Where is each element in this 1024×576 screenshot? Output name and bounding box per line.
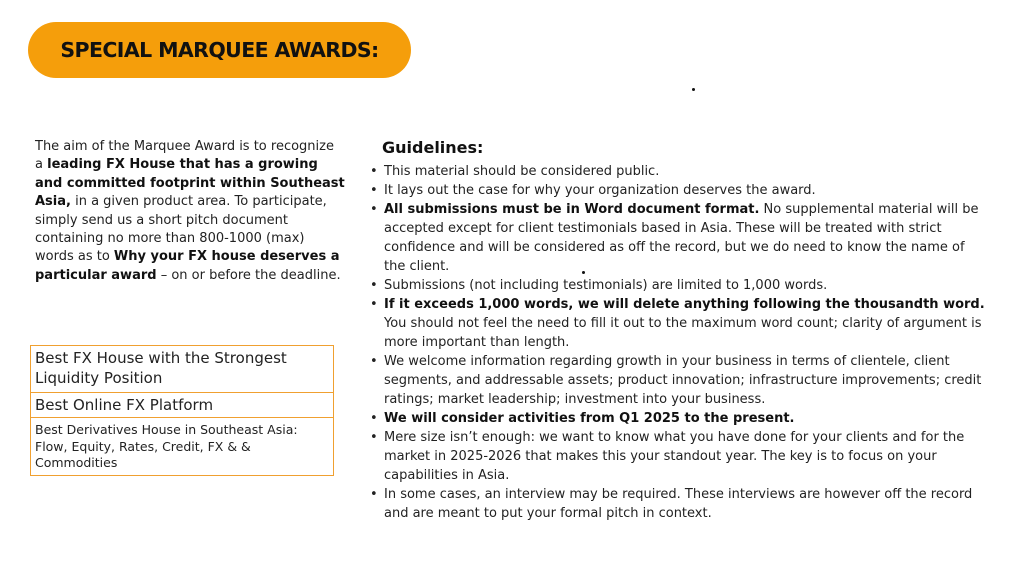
guideline-item bbox=[370, 485, 990, 523]
award-category: Best FX House with the Strongest Liquidity Position bbox=[35, 349, 287, 387]
guideline-text: We welcome information regarding growth in your business in terms of clientele, client segments, and addressable assets; product innovation; infrastructure improvements; credit ratings; market leadership; investment into your business. bbox=[384, 354, 982, 407]
intro-text: in a given product area. To participate, simply send us a short pitch document containing no more than 800-1000 (max) words as to bbox=[35, 194, 327, 265]
intro-bold-text: Why your FX house deserves a particular award bbox=[35, 249, 340, 283]
guideline-bold: If it exceeds 1,000 words, we will delete anything following the thousandth word. bbox=[384, 297, 985, 312]
guidelines-list bbox=[370, 162, 990, 523]
intro-bold-text: leading FX House that has a growing and committed footprint within Southeast Asia, bbox=[35, 157, 345, 210]
guideline-text: You should not feel the need to fill it out to the maximum word count; clarity of argument is more important than length. bbox=[384, 316, 982, 350]
guideline-bold: We will consider activities from Q1 2025 to the present. bbox=[384, 411, 795, 426]
guideline-text: In some cases, an interview may be required. These interviews are however off the record and are meant to put your formal pitch in context. bbox=[384, 487, 973, 521]
intro-text: The aim of the Marquee Award is to recognize a bbox=[35, 139, 334, 173]
guideline-item bbox=[370, 276, 990, 295]
awards-table bbox=[30, 345, 334, 476]
intro-paragraph bbox=[35, 138, 345, 285]
award-category: Best Online FX Platform bbox=[31, 392, 333, 417]
award-category: Best Derivatives House in Southeast Asia: Flow, Equity, Rates, Credit, FX & & Commodities bbox=[31, 417, 333, 475]
stray-dot bbox=[692, 88, 695, 91]
guideline-item bbox=[370, 181, 990, 200]
guideline-item bbox=[370, 352, 990, 409]
guideline-text: Mere size isn’t enough: we want to know what you have done for your clients and for the market in 2025-2026 that makes this your standout year. The key is to focus on your capabilities in Asia. bbox=[384, 430, 965, 483]
guidelines-heading: Guidelines: bbox=[382, 138, 484, 157]
title-banner bbox=[28, 22, 411, 78]
guideline-bold: All submissions must be in Word document format. bbox=[384, 202, 760, 217]
guideline-text: It lays out the case for why your organization deserves the award. bbox=[384, 183, 816, 198]
guideline-text: This material should be considered public. bbox=[384, 164, 660, 179]
guideline-text: Submissions (not including testimonials) are limited to 1,000 words. bbox=[384, 278, 828, 293]
page-title: SPECIAL MARQUEE AWARDS: bbox=[60, 38, 379, 62]
intro-text: – on or before the deadline. bbox=[156, 267, 341, 283]
guideline-item bbox=[370, 428, 990, 485]
guideline-text: No supplemental material will be accepted except for client testimonials based in Asia. These will be treated with strict confidence and will be considered as off the record, but we do need to know the name of the client. bbox=[384, 202, 979, 274]
guideline-item bbox=[370, 162, 990, 181]
guideline-item bbox=[370, 409, 990, 428]
guideline-item bbox=[370, 295, 990, 352]
guideline-item bbox=[370, 200, 990, 276]
